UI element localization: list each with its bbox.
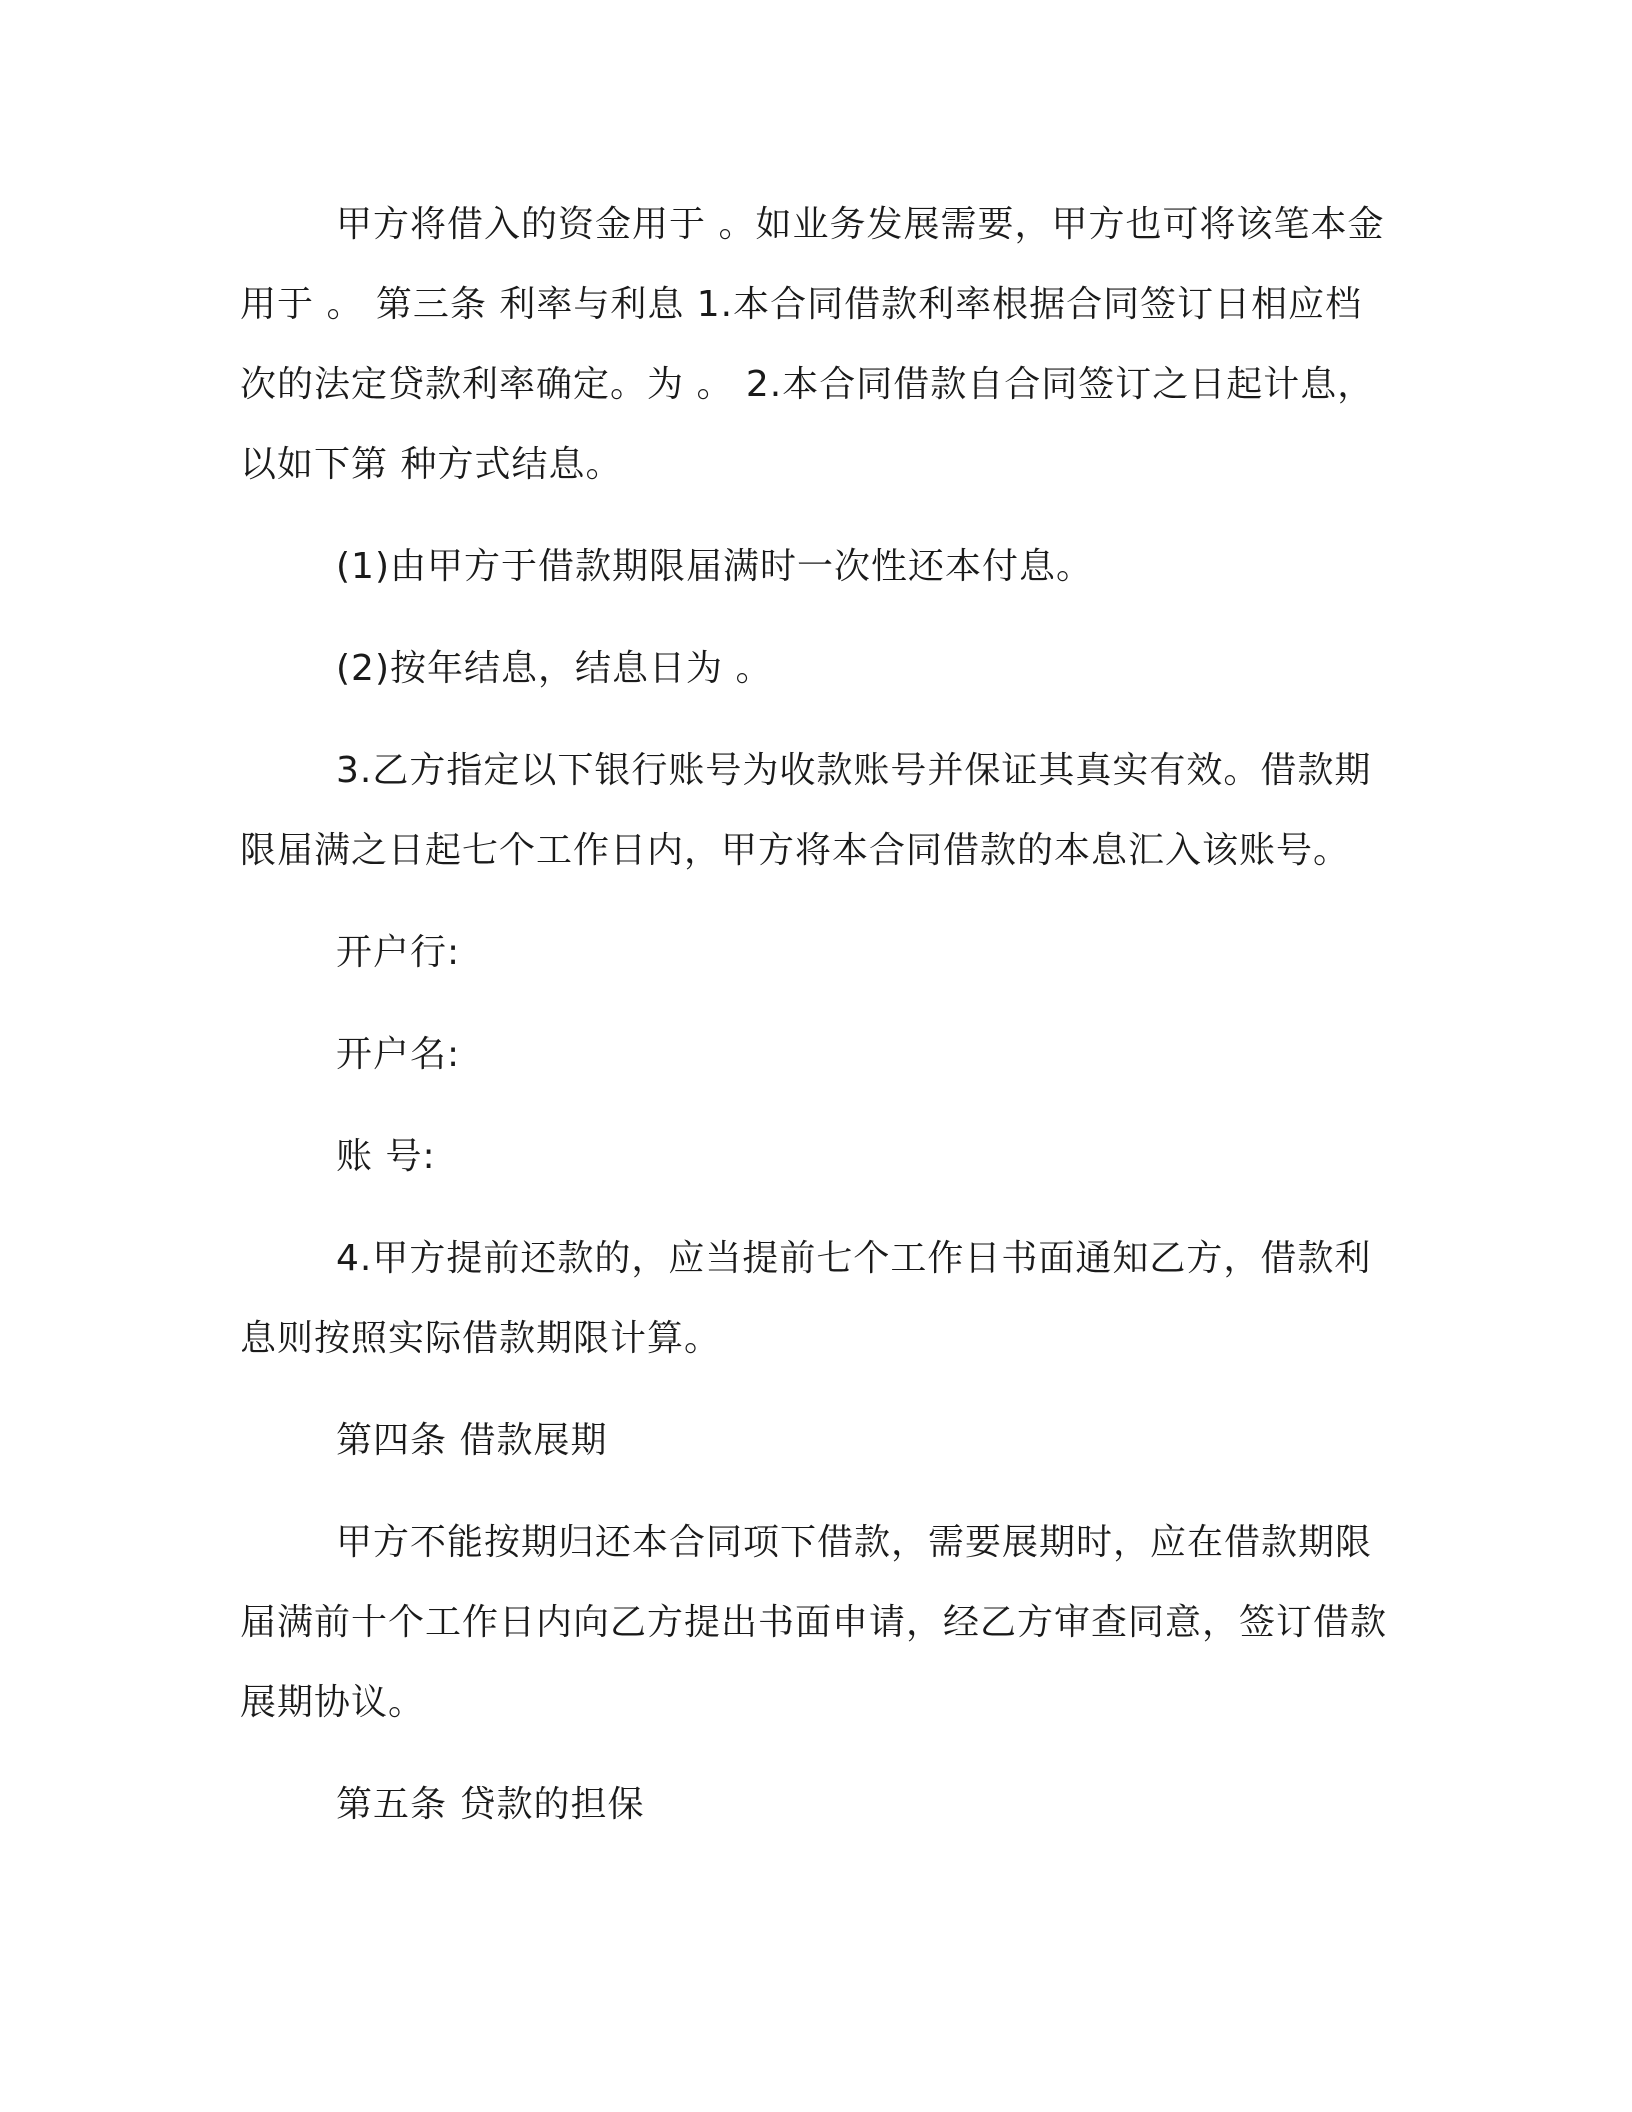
field-bank-name: 开户行:	[336, 932, 461, 973]
paragraph-fund-use-and-interest: 甲方将借入的资金用于 。如业务发展需要，甲方也可将该笔本金用于 。 第三条 利率与利息 1.本合同借款利率根据合同签订日相应档次的法定贷款利率确定。为 。 2.本合同借款自合同签订之日起计息，以如下第 种方式结息。	[240, 204, 1385, 485]
section-heading-article-5: 第五条 贷款的担保	[336, 1784, 645, 1825]
paragraph-bank-account: 3.乙方指定以下银行账号为收款账号并保证其真实有效。借款期限届满之日起七个工作日内，甲方将本合同借款的本息汇入该账号。	[240, 750, 1372, 871]
section-heading-article-4: 第四条 借款展期	[336, 1420, 608, 1461]
paragraph-option-1: (1)由甲方于借款期限届满时一次性还本付息。	[336, 546, 1093, 587]
field-account-number: 账 号:	[336, 1136, 436, 1177]
paragraph-option-2: (2)按年结息，结息日为 。	[336, 648, 773, 689]
field-account-name: 开户名:	[336, 1034, 461, 1075]
paragraph-early-repayment: 4.甲方提前还款的，应当提前七个工作日书面通知乙方，借款利息则按照实际借款期限计算。	[240, 1238, 1372, 1359]
document-body	[240, 185, 1390, 1867]
paragraph-extension: 甲方不能按期归还本合同项下借款，需要展期时，应在借款期限届满前十个工作日内向乙方提出书面申请，经乙方审查同意，签订借款展期协议。	[240, 1522, 1388, 1723]
